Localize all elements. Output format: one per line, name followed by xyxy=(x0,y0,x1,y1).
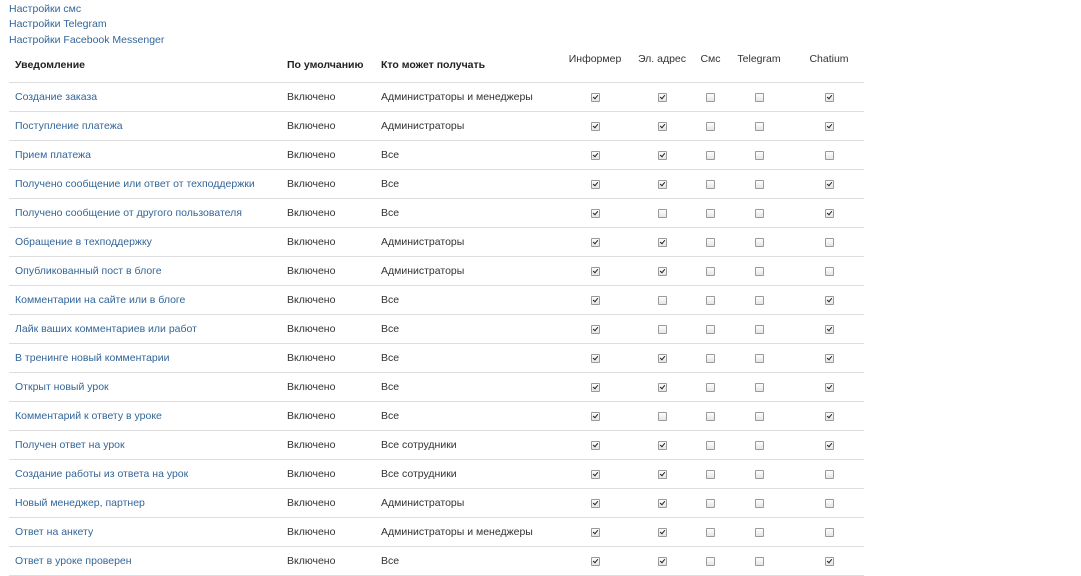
checkbox-cell-email xyxy=(627,344,697,373)
email-checkbox[interactable] xyxy=(658,122,667,131)
chatium-checkbox[interactable] xyxy=(825,238,834,247)
table-row xyxy=(9,402,864,431)
checkbox-cell-email xyxy=(627,199,697,228)
default-status: Включено xyxy=(281,170,375,199)
sms-checkbox[interactable] xyxy=(706,499,715,508)
informer-checkbox[interactable] xyxy=(591,354,600,363)
telegram-checkbox[interactable] xyxy=(755,354,764,363)
notification-cell xyxy=(9,547,281,576)
telegram-checkbox[interactable] xyxy=(755,238,764,247)
informer-checkbox[interactable] xyxy=(591,383,600,392)
checkbox-cell-chatium xyxy=(794,83,864,112)
email-checkbox[interactable] xyxy=(658,151,667,160)
sms-checkbox[interactable] xyxy=(706,528,715,537)
col-header-sms: Смс xyxy=(697,48,724,83)
table-row xyxy=(9,199,864,228)
default-status: Включено xyxy=(281,112,375,141)
checkbox-cell-sms xyxy=(697,373,724,402)
checkbox-cell-informer xyxy=(563,489,627,518)
telegram-checkbox[interactable] xyxy=(755,209,764,218)
chatium-checkbox[interactable] xyxy=(825,180,834,189)
chatium-checkbox[interactable] xyxy=(825,383,834,392)
informer-checkbox[interactable] xyxy=(591,557,600,566)
informer-checkbox[interactable] xyxy=(591,209,600,218)
recipients: Все xyxy=(375,286,563,315)
checkbox-cell-chatium xyxy=(794,170,864,199)
informer-checkbox[interactable] xyxy=(591,441,600,450)
informer-checkbox[interactable] xyxy=(591,238,600,247)
checkbox-cell-telegram xyxy=(724,460,794,489)
checkbox-cell-chatium xyxy=(794,547,864,576)
table-row xyxy=(9,228,864,257)
telegram-checkbox[interactable] xyxy=(755,151,764,160)
checkbox-cell-chatium xyxy=(794,518,864,547)
checkbox-cell-chatium xyxy=(794,373,864,402)
notification-cell xyxy=(9,141,281,170)
col-header-informer: Информер xyxy=(563,48,627,83)
recipients: Все сотрудники xyxy=(375,460,563,489)
col-header-telegram: Telegram xyxy=(724,48,794,83)
checkbox-cell-telegram xyxy=(724,286,794,315)
table-row xyxy=(9,489,864,518)
checkbox-cell-telegram xyxy=(724,518,794,547)
chatium-checkbox[interactable] xyxy=(825,557,834,566)
checkbox-cell-sms xyxy=(697,489,724,518)
sms-checkbox[interactable] xyxy=(706,267,715,276)
chatium-checkbox[interactable] xyxy=(825,93,834,102)
checkbox-cell-sms xyxy=(697,547,724,576)
email-checkbox[interactable] xyxy=(658,267,667,276)
recipients: Администраторы xyxy=(375,228,563,257)
checkbox-cell-sms xyxy=(697,402,724,431)
table-row xyxy=(9,141,864,170)
email-checkbox[interactable] xyxy=(658,441,667,450)
checkbox-cell-sms xyxy=(697,344,724,373)
checkbox-cell-informer xyxy=(563,257,627,286)
informer-checkbox[interactable] xyxy=(591,499,600,508)
checkbox-cell-sms xyxy=(697,228,724,257)
checkbox-cell-chatium xyxy=(794,141,864,170)
notification-name-link[interactable]: Поступление платежа xyxy=(15,120,123,132)
chatium-checkbox[interactable] xyxy=(825,441,834,450)
recipients: Все xyxy=(375,344,563,373)
sms-checkbox[interactable] xyxy=(706,441,715,450)
checkbox-cell-informer xyxy=(563,518,627,547)
checkbox-cell-telegram xyxy=(724,402,794,431)
checkbox-cell-email xyxy=(627,460,697,489)
chatium-checkbox[interactable] xyxy=(825,267,834,276)
default-status: Включено xyxy=(281,373,375,402)
notification-name-link[interactable]: Комментарий к ответу в уроке xyxy=(15,410,162,422)
default-status: Включено xyxy=(281,257,375,286)
col-header-recipients: Кто может получать xyxy=(375,48,563,83)
recipients: Администраторы и менеджеры xyxy=(375,518,563,547)
checkbox-cell-telegram xyxy=(724,315,794,344)
notification-name-link[interactable]: Прием платежа xyxy=(15,149,91,161)
checkbox-cell-telegram xyxy=(724,112,794,141)
sms-checkbox[interactable] xyxy=(706,354,715,363)
table-row xyxy=(9,373,864,402)
email-checkbox[interactable] xyxy=(658,470,667,479)
default-status: Включено xyxy=(281,141,375,170)
table-row xyxy=(9,344,864,373)
checkbox-cell-chatium xyxy=(794,286,864,315)
table-row xyxy=(9,431,864,460)
checkbox-cell-email xyxy=(627,431,697,460)
default-status: Включено xyxy=(281,402,375,431)
checkbox-cell-email xyxy=(627,257,697,286)
checkbox-cell-sms xyxy=(697,141,724,170)
chatium-checkbox[interactable] xyxy=(825,470,834,479)
notification-cell xyxy=(9,518,281,547)
informer-checkbox[interactable] xyxy=(591,528,600,537)
informer-checkbox[interactable] xyxy=(591,267,600,276)
notification-cell xyxy=(9,489,281,518)
notification-name-link[interactable]: Опубликованный пост в блоге xyxy=(15,265,162,277)
recipients: Все xyxy=(375,315,563,344)
sms-checkbox[interactable] xyxy=(706,296,715,305)
checkbox-cell-informer xyxy=(563,547,627,576)
chatium-checkbox[interactable] xyxy=(825,325,834,334)
sms-checkbox[interactable] xyxy=(706,470,715,479)
sms-settings-link[interactable]: Настройки смс xyxy=(9,3,82,15)
default-status: Включено xyxy=(281,518,375,547)
telegram-checkbox[interactable] xyxy=(755,267,764,276)
recipients: Все xyxy=(375,402,563,431)
checkbox-cell-email xyxy=(627,373,697,402)
sms-checkbox[interactable] xyxy=(706,93,715,102)
sms-checkbox[interactable] xyxy=(706,180,715,189)
checkbox-cell-informer xyxy=(563,402,627,431)
informer-checkbox[interactable] xyxy=(591,180,600,189)
checkbox-cell-email xyxy=(627,228,697,257)
sms-checkbox[interactable] xyxy=(706,557,715,566)
chatium-checkbox[interactable] xyxy=(825,528,834,537)
informer-checkbox[interactable] xyxy=(591,151,600,160)
informer-checkbox[interactable] xyxy=(591,122,600,131)
checkbox-cell-informer xyxy=(563,286,627,315)
notification-cell xyxy=(9,402,281,431)
default-status: Включено xyxy=(281,286,375,315)
checkbox-cell-informer xyxy=(563,431,627,460)
table-row xyxy=(9,315,864,344)
checkbox-cell-email xyxy=(627,489,697,518)
notification-name-link[interactable]: Лайк ваших комментариев или работ xyxy=(15,323,197,335)
notification-name-link[interactable]: В тренинге новый комментарии xyxy=(15,352,170,364)
checkbox-cell-sms xyxy=(697,257,724,286)
notification-name-link[interactable]: Ответ на анкету xyxy=(15,526,94,538)
checkbox-cell-telegram xyxy=(724,199,794,228)
checkbox-cell-chatium xyxy=(794,344,864,373)
col-header-email: Эл. адрес xyxy=(627,48,697,83)
default-status: Включено xyxy=(281,547,375,576)
recipients: Все сотрудники xyxy=(375,431,563,460)
table-row xyxy=(9,257,864,286)
checkbox-cell-informer xyxy=(563,112,627,141)
notification-cell xyxy=(9,431,281,460)
email-checkbox[interactable] xyxy=(658,499,667,508)
header-row xyxy=(9,48,864,83)
telegram-checkbox[interactable] xyxy=(755,470,764,479)
checkbox-cell-sms xyxy=(697,315,724,344)
checkbox-cell-informer xyxy=(563,83,627,112)
email-checkbox[interactable] xyxy=(658,296,667,305)
checkbox-cell-email xyxy=(627,83,697,112)
recipients: Администраторы xyxy=(375,112,563,141)
telegram-checkbox[interactable] xyxy=(755,383,764,392)
checkbox-cell-chatium xyxy=(794,199,864,228)
checkbox-cell-telegram xyxy=(724,547,794,576)
informer-checkbox[interactable] xyxy=(591,470,600,479)
checkbox-cell-informer xyxy=(563,315,627,344)
default-status: Включено xyxy=(281,315,375,344)
table-row xyxy=(9,170,864,199)
notification-name-link[interactable]: Создание работы из ответа на урок xyxy=(15,468,189,480)
default-status: Включено xyxy=(281,228,375,257)
checkbox-cell-chatium xyxy=(794,112,864,141)
table-row xyxy=(9,286,864,315)
notification-cell xyxy=(9,170,281,199)
checkbox-cell-email xyxy=(627,315,697,344)
email-checkbox[interactable] xyxy=(658,180,667,189)
checkbox-cell-email xyxy=(627,286,697,315)
chatium-checkbox[interactable] xyxy=(825,354,834,363)
chatium-checkbox[interactable] xyxy=(825,412,834,421)
checkbox-cell-email xyxy=(627,402,697,431)
default-status: Включено xyxy=(281,489,375,518)
informer-checkbox[interactable] xyxy=(591,412,600,421)
checkbox-cell-telegram xyxy=(724,83,794,112)
notifications-table xyxy=(9,48,864,576)
telegram-checkbox[interactable] xyxy=(755,528,764,537)
notification-name-link[interactable]: Обращение в техподдержку xyxy=(15,236,152,248)
telegram-checkbox[interactable] xyxy=(755,441,764,450)
checkbox-cell-informer xyxy=(563,199,627,228)
checkbox-cell-chatium xyxy=(794,257,864,286)
notification-cell xyxy=(9,344,281,373)
telegram-checkbox[interactable] xyxy=(755,499,764,508)
chatium-checkbox[interactable] xyxy=(825,499,834,508)
email-checkbox[interactable] xyxy=(658,383,667,392)
checkbox-cell-telegram xyxy=(724,431,794,460)
notification-name-link[interactable]: Открыт новый урок xyxy=(15,381,109,393)
recipients: Все xyxy=(375,373,563,402)
email-checkbox[interactable] xyxy=(658,557,667,566)
checkbox-cell-telegram xyxy=(724,170,794,199)
sms-checkbox[interactable] xyxy=(706,151,715,160)
notification-cell xyxy=(9,112,281,141)
chatium-checkbox[interactable] xyxy=(825,151,834,160)
recipients: Администраторы xyxy=(375,489,563,518)
sms-checkbox[interactable] xyxy=(706,209,715,218)
checkbox-cell-chatium xyxy=(794,489,864,518)
checkbox-cell-email xyxy=(627,112,697,141)
telegram-checkbox[interactable] xyxy=(755,93,764,102)
recipients: Все xyxy=(375,547,563,576)
col-header-chatium: Chatium xyxy=(794,48,864,83)
checkbox-cell-sms xyxy=(697,431,724,460)
recipients: Администраторы xyxy=(375,257,563,286)
telegram-checkbox[interactable] xyxy=(755,325,764,334)
notification-name-link[interactable]: Получен ответ на урок xyxy=(15,439,125,451)
notification-name-link[interactable]: Создание заказа xyxy=(15,91,98,103)
sms-checkbox[interactable] xyxy=(706,238,715,247)
recipients: Все xyxy=(375,141,563,170)
sms-checkbox[interactable] xyxy=(706,383,715,392)
checkbox-cell-sms xyxy=(697,286,724,315)
notification-name-link[interactable]: Новый менеджер, партнер xyxy=(15,497,145,509)
informer-checkbox[interactable] xyxy=(591,325,600,334)
notification-cell xyxy=(9,83,281,112)
checkbox-cell-chatium xyxy=(794,228,864,257)
telegram-checkbox[interactable] xyxy=(755,412,764,421)
recipients: Все xyxy=(375,199,563,228)
email-checkbox[interactable] xyxy=(658,209,667,218)
checkbox-cell-informer xyxy=(563,373,627,402)
checkbox-cell-email xyxy=(627,547,697,576)
checkbox-cell-email xyxy=(627,141,697,170)
email-checkbox[interactable] xyxy=(658,354,667,363)
default-status: Включено xyxy=(281,431,375,460)
telegram-checkbox[interactable] xyxy=(755,180,764,189)
notification-name-link[interactable]: Комментарии на сайте или в блоге xyxy=(15,294,186,306)
recipients: Администраторы и менеджеры xyxy=(375,83,563,112)
telegram-settings-link[interactable]: Настройки Telegram xyxy=(9,18,107,31)
notification-name-link[interactable]: Получено сообщение или ответ от техподдержки xyxy=(15,178,255,190)
notification-cell xyxy=(9,286,281,315)
checkbox-cell-email xyxy=(627,518,697,547)
informer-checkbox[interactable] xyxy=(591,296,600,305)
chatium-checkbox[interactable] xyxy=(825,296,834,305)
checkbox-cell-sms xyxy=(697,112,724,141)
notification-name-link[interactable]: Ответ в уроке проверен xyxy=(15,555,132,567)
email-checkbox[interactable] xyxy=(658,325,667,334)
email-checkbox[interactable] xyxy=(658,93,667,102)
checkbox-cell-telegram xyxy=(724,489,794,518)
notification-cell xyxy=(9,228,281,257)
sms-checkbox[interactable] xyxy=(706,412,715,421)
notification-name-link[interactable]: Получено сообщение от другого пользователя xyxy=(15,207,242,219)
checkbox-cell-chatium xyxy=(794,460,864,489)
col-header-default: По умолчанию xyxy=(281,48,375,83)
email-checkbox[interactable] xyxy=(658,238,667,247)
email-checkbox[interactable] xyxy=(658,528,667,537)
telegram-checkbox[interactable] xyxy=(755,557,764,566)
table-row xyxy=(9,83,864,112)
notification-cell xyxy=(9,257,281,286)
checkbox-cell-sms xyxy=(697,460,724,489)
table-row xyxy=(9,518,864,547)
chatium-checkbox[interactable] xyxy=(825,122,834,131)
notification-cell xyxy=(9,373,281,402)
checkbox-cell-informer xyxy=(563,460,627,489)
sms-checkbox[interactable] xyxy=(706,122,715,131)
checkbox-cell-telegram xyxy=(724,228,794,257)
default-status: Включено xyxy=(281,199,375,228)
settings-links xyxy=(9,2,164,48)
informer-checkbox[interactable] xyxy=(591,93,600,102)
default-status: Включено xyxy=(281,460,375,489)
sms-checkbox[interactable] xyxy=(706,325,715,334)
table-row xyxy=(9,547,864,576)
col-header-notification: Уведомление xyxy=(9,48,281,83)
checkbox-cell-telegram xyxy=(724,257,794,286)
checkbox-cell-chatium xyxy=(794,402,864,431)
checkbox-cell-chatium xyxy=(794,315,864,344)
checkbox-cell-email xyxy=(627,170,697,199)
notification-cell xyxy=(9,199,281,228)
telegram-checkbox[interactable] xyxy=(755,296,764,305)
checkbox-cell-sms xyxy=(697,518,724,547)
table-row xyxy=(9,460,864,489)
checkbox-cell-sms xyxy=(697,199,724,228)
checkbox-cell-sms xyxy=(697,83,724,112)
checkbox-cell-telegram xyxy=(724,373,794,402)
default-status: Включено xyxy=(281,344,375,373)
chatium-checkbox[interactable] xyxy=(825,209,834,218)
facebook-messenger-settings-link[interactable]: Настройки Facebook Messenger xyxy=(9,33,165,46)
checkbox-cell-telegram xyxy=(724,344,794,373)
checkbox-cell-informer xyxy=(563,228,627,257)
checkbox-cell-informer xyxy=(563,344,627,373)
checkbox-cell-informer xyxy=(563,170,627,199)
default-status: Включено xyxy=(281,83,375,112)
notification-cell xyxy=(9,460,281,489)
notification-cell xyxy=(9,315,281,344)
table-row xyxy=(9,112,864,141)
checkbox-cell-chatium xyxy=(794,431,864,460)
checkbox-cell-telegram xyxy=(724,141,794,170)
telegram-checkbox[interactable] xyxy=(755,122,764,131)
recipients: Все xyxy=(375,170,563,199)
checkbox-cell-sms xyxy=(697,170,724,199)
checkbox-cell-informer xyxy=(563,141,627,170)
email-checkbox[interactable] xyxy=(658,412,667,421)
